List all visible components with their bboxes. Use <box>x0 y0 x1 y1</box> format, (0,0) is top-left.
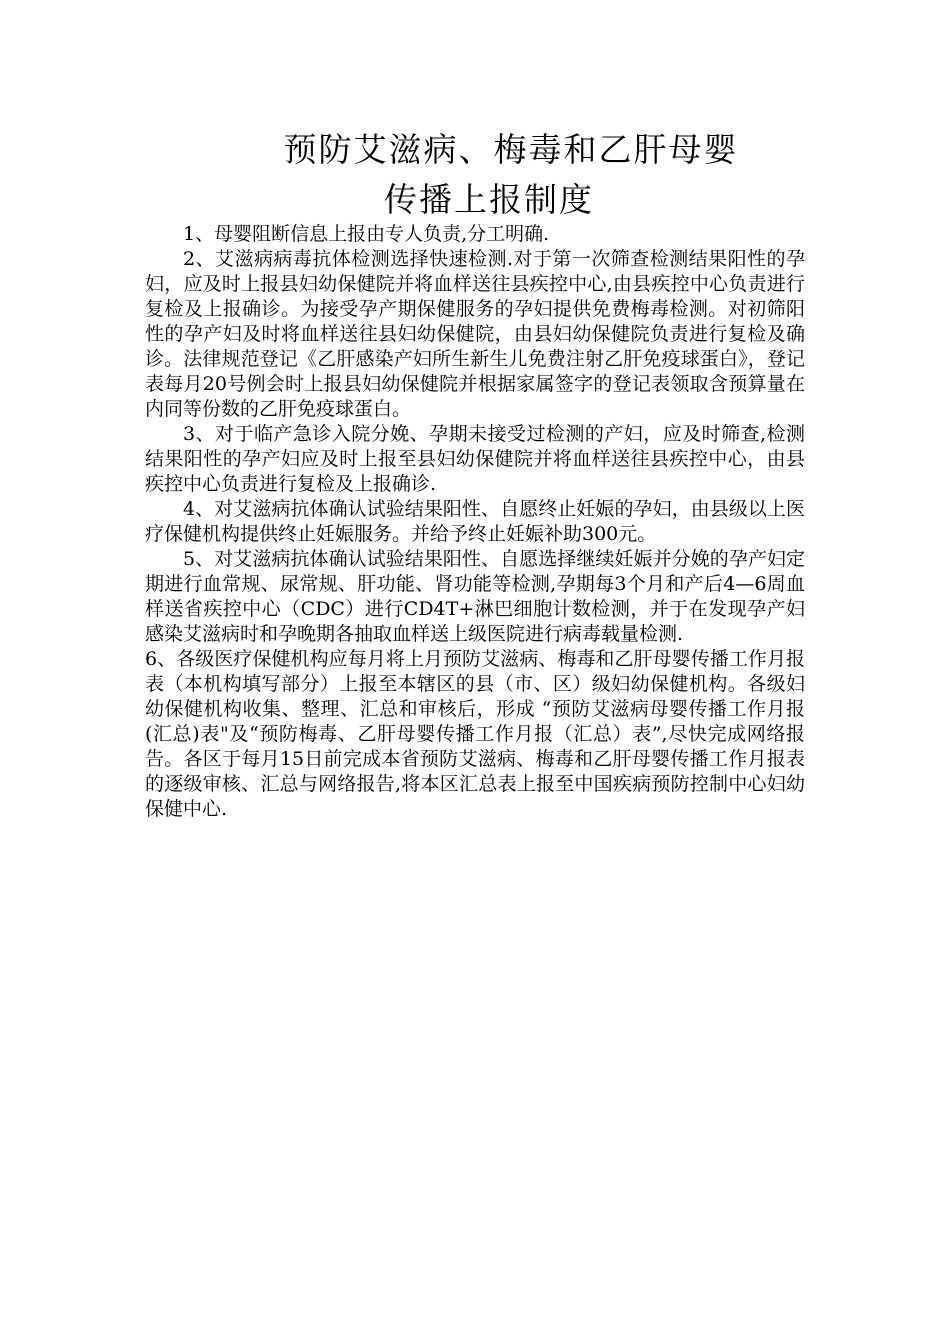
paragraph-5: 5、对艾滋病抗体确认试验结果阳性、自愿选择继续妊娠并分娩的孕产妇定期进行血常规、尿常规、肝功能、肾功能等检测,孕期每3个月和产后4—6周血样送省疾控中心（CDC）进行CD4T+淋巴细胞计数检测，并于在发现孕产妇感染艾滋病时和孕晚期各抽取血样送上级医院进行病毒载量检测. <box>145 548 805 645</box>
document-title-line-2: 传播上报制度 <box>384 180 594 219</box>
paragraph-2: 2、艾滋病病毒抗体检测选择快速检测.对于第一次筛查检测结果阳性的孕妇，应及时上报县妇幼保健院并将血样送往县疾控中心,由县疾控中心负责进行复检及上报确诊。为接受孕产期保健服务的孕妇提供免费梅毒检测。对初筛阳性的孕产妇及时将血样送往县妇幼保健院，由县妇幼保健院负责进行复检及确诊。法律规范登记《乙肝感染产妇所生新生儿免费注射乙肝免疫球蛋白》，登记表每月20号例会时上报县妇幼保健院并根据家属签字的登记表领取含预算量在内同等份数的乙肝免疫球蛋白。 <box>145 248 805 420</box>
paragraph-1: 1、母婴阻断信息上报由专人负责,分工明确. <box>183 223 550 245</box>
paragraph-4: 4、对艾滋病抗体确认试验结果阳性、自愿终止妊娠的孕妇，由县级以上医疗保健机构提供终止妊娠服务。并给予终止妊娠补助300元。 <box>145 498 805 545</box>
paragraph-3: 3、对于临产急诊入院分娩、孕期未接受过检测的产妇，应及时筛查,检测结果阳性的孕产妇应及时上报至县妇幼保健院并将血样送往县疾控中心，由县疾控中心负责进行复检及上报确诊. <box>145 423 805 495</box>
document-body <box>145 222 805 822</box>
document-title-line-1: 预防艾滋病、梅毒和乙肝母婴 <box>283 130 739 169</box>
paragraph-6: 6、各级医疗保健机构应每月将上月预防艾滋病、梅毒和乙肝母婴传播工作月报表（本机构填写部分）上报至本辖区的县（市、区）级妇幼保健机构。各级妇幼保健机构收集、整理、汇总和审核后，形成 “预防艾滋病母婴传播工作月报(汇总)表"及“预防梅毒、乙肝母婴传播工作月报（汇总）表”,尽快完成网络报告。各区于每月15日前完成本省预防艾滋病、梅毒和乙肝母婴传播工作月报表的逐级审核、汇总与网络报告,将本区汇总表上报至中国疾病预防控制中心妇幼保健中心. <box>145 648 805 820</box>
